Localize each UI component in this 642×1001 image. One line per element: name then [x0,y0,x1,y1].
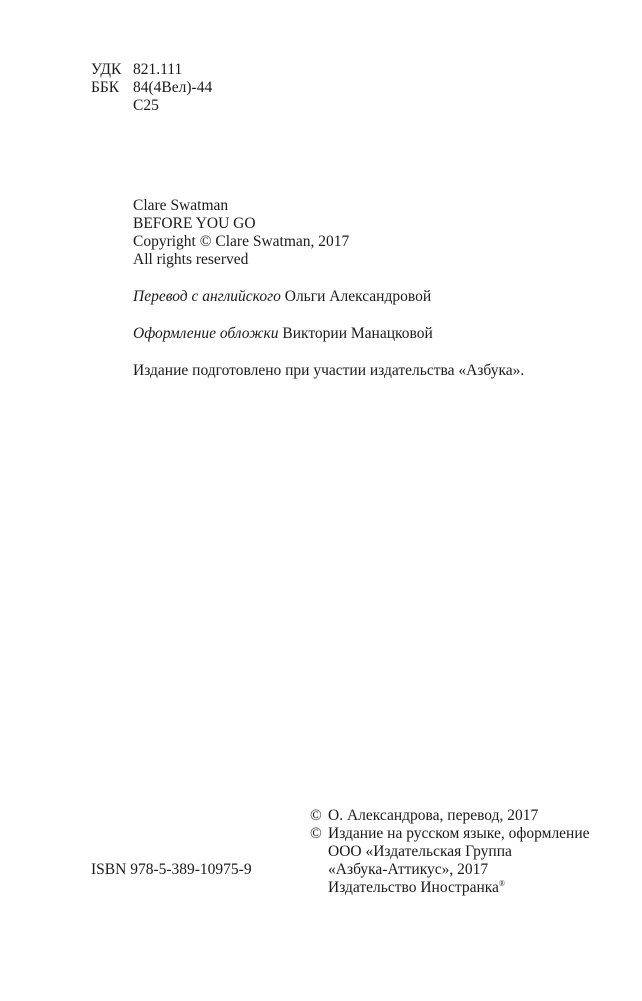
copyright-line-3: ООО «Издательская Группа [328,843,512,860]
copyright-line-2: Издание на русском языке, оформление [328,825,590,842]
cover-credit [133,326,433,342]
copyright-symbol-1: © [310,807,322,824]
original-title: BEFORE YOU GO [133,215,256,232]
translator-name: Ольги Александровой [284,288,432,305]
isbn: ISBN 978-5-389-10975-9 [91,861,252,878]
original-copyright: Copyright © Clare Swatman, 2017 [133,233,350,250]
author-mark: С25 [133,97,159,114]
bbk-value: 84(4Вел)-44 [133,79,213,96]
cover-designer-name: Виктории Манацковой [282,325,433,342]
publisher-note: Издание подготовлено при участии издательства «Азбука». [133,362,525,379]
translation-credit [133,289,431,305]
bbk-label: ББК [91,79,120,96]
registered-mark: ® [498,878,505,888]
copyright-line-4: «Азбука-Аттикус», 2017 [328,861,489,878]
publisher-name: Издательство Иностранка [328,879,499,896]
udk-value: 821.111 [133,61,183,78]
original-author: Clare Swatman [133,197,229,214]
rights-reserved: All rights reserved [133,251,249,268]
cover-label: Оформление обложки [133,325,279,342]
copyright-line-1: О. Александрова, перевод, 2017 [328,807,539,824]
copyright-line-5 [328,880,505,896]
translation-label: Перевод с английского [133,288,281,305]
udk-label: УДК [91,61,122,78]
copyright-symbol-2: © [310,825,322,842]
